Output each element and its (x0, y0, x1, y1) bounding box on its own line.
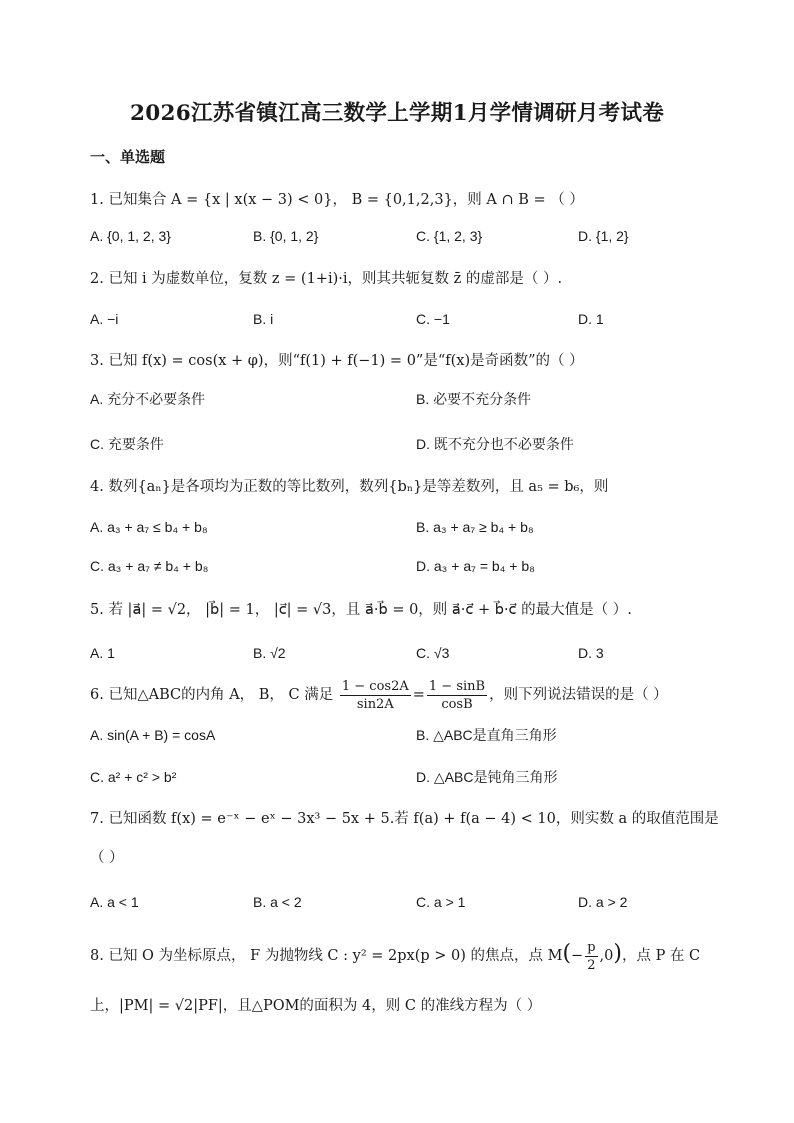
q6-fraction-right (427, 678, 487, 713)
q2-option-b: B. i (253, 311, 274, 327)
q6-option-c: C. a² + c² > b² (90, 769, 177, 785)
q6-frac2-num: 1 − sinB (428, 678, 486, 694)
q7-option-c: C. a > 1 (416, 894, 466, 910)
q4-option-b: B. a₃ + a₇ ≥ b₄ + b₈ (416, 519, 534, 535)
question-1-stem: 1. 已知集合 A = {x | x(x − 3) < 0}， B = {0,1,2,3}，则 A ∩ B = （ ） (90, 192, 584, 208)
q1-option-c: C. {1, 2, 3} (416, 228, 483, 244)
q5-option-d: D. 3 (578, 645, 604, 661)
q7-option-a: A. a < 1 (90, 894, 139, 910)
question-3-stem: 3. 已知 f(x) = cos(x + φ)，则“f(1) + f(−1) = 0”是“f(x)是奇函数”的（ ） (90, 353, 584, 369)
q1-option-b: B. {0, 1, 2} (253, 228, 319, 244)
question-8-stem: 8. 已知 O 为坐标原点， F 为抛物线 C : y² = 2px(p > 0) 的焦点，点 M(− $\frac{p}{2}$ ,0)，点 P 在 C (90, 939, 701, 973)
q6-stem-end: ，则下列说法错误的是（ ） (489, 687, 668, 703)
q3-option-c: C. 充要条件 (90, 436, 164, 452)
q6-option-a: A. sin(A + B) = cosA (90, 727, 216, 743)
q5-option-b: B. √2 (253, 645, 286, 661)
q2-option-c: C. −1 (416, 311, 450, 327)
q6-frac1-num: 1 − cos2A (341, 678, 409, 694)
q4-option-d: D. a₃ + a₇ = b₄ + b₈ (416, 558, 535, 574)
q8-stem-start: 8. 已知 O 为坐标原点， F 为抛物线 C : y² = 2px(p > 0) 的焦点，点 M (90, 948, 563, 964)
q3-option-b: B. 必要不充分条件 (416, 391, 532, 407)
q6-option-b: B. △ABC是直角三角形 (416, 727, 557, 743)
question-5-stem: 5. 若 |a⃗| = √2， |b⃗| = 1， |c⃗| = √3，且 a⃗·b⃗ = 0，则 a⃗·c⃗ + b⃗·c⃗ 的最大值是（ ）. (90, 602, 632, 618)
question-6-stem: 6. 已知△ABC的内角 A， B， C 满足 $\frac{1 - \cos 2A}{\sin 2A}$ = $\frac{1 - \sin B}{\cos B}$ ，则下列说法错误的是（ ） (90, 678, 668, 712)
q6-frac1-den: sin2A (356, 696, 394, 712)
q8-stem-end: ，点 P 在 C (621, 948, 701, 964)
q2-option-a: A. −i (90, 311, 119, 327)
q1-option-a: A. {0, 1, 2, 3} (90, 228, 171, 244)
q8-frac-den: 2 (587, 957, 596, 973)
q4-option-c: C. a₃ + a₇ ≠ b₄ + b₈ (90, 558, 209, 574)
q3-option-d: D. 既不充分也不必要条件 (416, 436, 574, 452)
section-heading: 一、单选题 (90, 148, 166, 166)
q7-option-b: B. a < 2 (253, 894, 302, 910)
q6-frac2-den: cosB (441, 696, 473, 712)
q6-fraction-left (340, 678, 411, 713)
q8-frac-num: p (587, 939, 596, 955)
q6-option-d: D. △ABC是钝角三角形 (416, 769, 558, 785)
q1-option-d: D. {1, 2} (578, 228, 629, 244)
q7-option-d: D. a > 2 (578, 894, 628, 910)
q5-option-c: C. √3 (416, 645, 450, 661)
page-title: 2026江苏省镇江高三数学上学期1月学情调研月考试卷 (129, 101, 665, 126)
q2-option-d: D. 1 (578, 311, 604, 327)
question-7-stem: 7. 已知函数 f(x) = e⁻ˣ − eˣ − 3x³ − 5x + 5.若 f(a) + f(a − 4) < 10，则实数 a 的取值范围是 (90, 811, 719, 827)
question-4-stem: 4. 数列{aₙ}是各项均为正数的等比数列，数列{bₙ}是等差数列，且 a₅ = b₆，则 (90, 479, 609, 495)
q5-option-a: A. 1 (90, 645, 115, 661)
question-2-stem: 2. 已知 i 为虚数单位，复数 z = (1+i)·i，则其共轭复数 z̄ 的虚部是（ ）. (90, 271, 563, 287)
q3-option-a: A. 充分不必要条件 (90, 391, 206, 407)
q4-option-a: A. a₃ + a₇ ≤ b₄ + b₈ (90, 519, 208, 535)
question-8-stem-line2: 上，|PM| = √2|PF|，且△POM的面积为 4，则 C 的准线方程为（ ） (90, 998, 542, 1014)
q6-stem-start: 6. 已知△ABC的内角 A， B， C 满足 (90, 687, 334, 703)
question-7-stem-cont: （ ） (90, 850, 124, 866)
q8-fraction (585, 939, 597, 974)
